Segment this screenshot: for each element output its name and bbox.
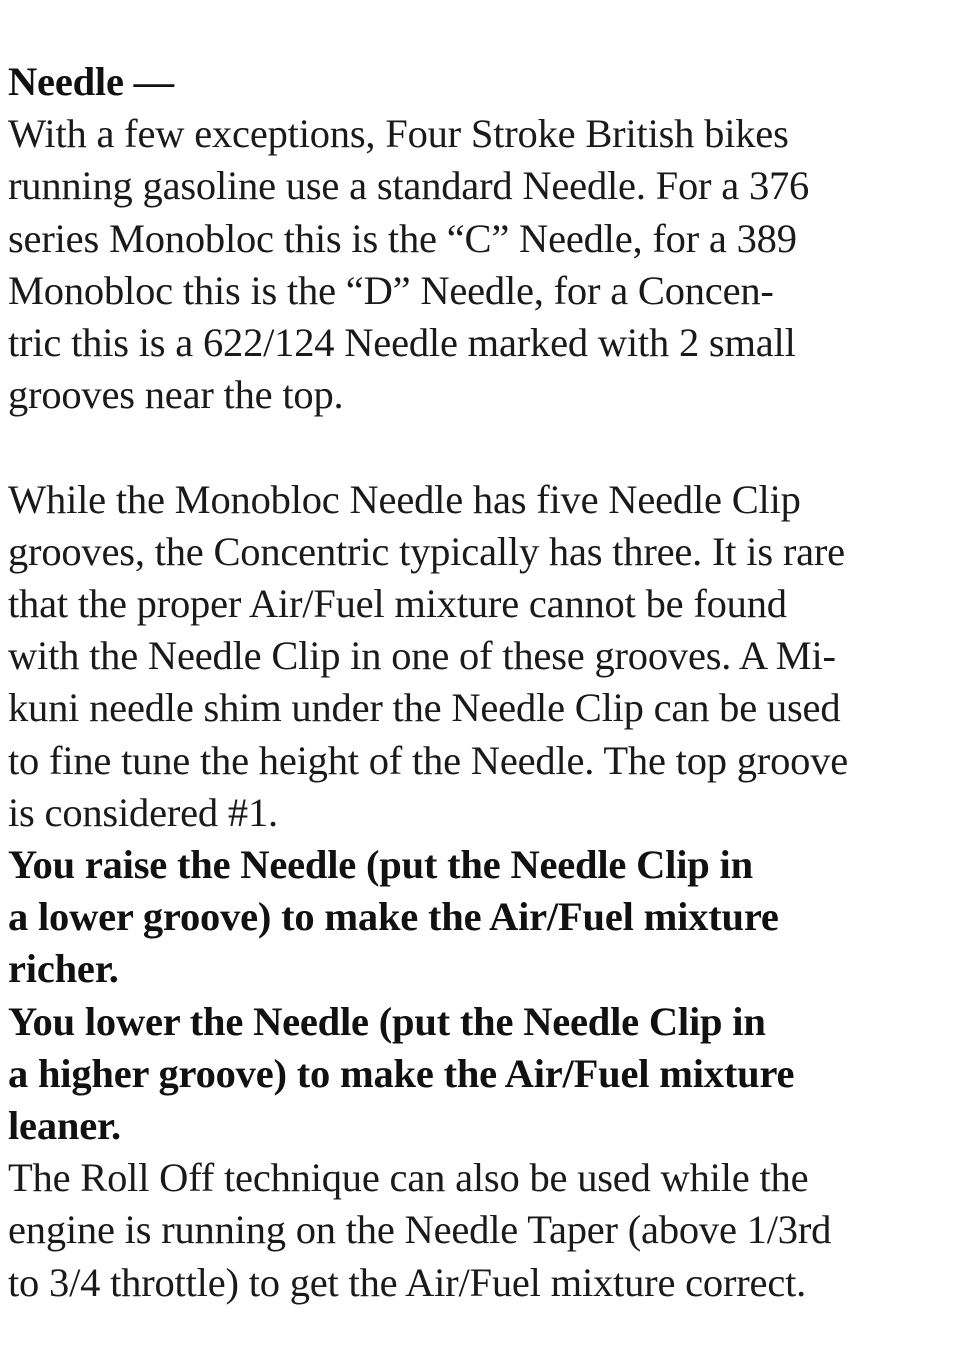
text-line: grooves, the Concentric typically has three. It is rare	[8, 528, 845, 574]
text-line: Monobloc this is the “D” Needle, for a Concen-	[8, 267, 774, 313]
text-line: engine is running on the Needle Taper (above 1/3rd	[8, 1207, 832, 1253]
paragraph-clip-grooves	[8, 474, 953, 839]
bold-text-line: a lower groove) to make the Air/Fuel mixture	[8, 894, 779, 940]
text-line: series Monobloc this is the “C” Needle, for a 389	[8, 215, 797, 261]
text-line: With a few exceptions, Four Stroke British bikes	[8, 111, 789, 157]
rule-raise-needle	[8, 839, 953, 996]
text-line: to 3/4 throttle) to get the Air/Fuel mixture correct.	[8, 1259, 807, 1305]
bold-text-line: You lower the Needle (put the Needle Clip in	[8, 998, 766, 1044]
bold-text-line: leaner.	[8, 1103, 121, 1149]
text-line: kuni needle shim under the Needle Clip can be used	[8, 685, 841, 731]
section-heading: Needle —	[8, 59, 174, 104]
paragraph-needle-types	[8, 108, 953, 421]
text-line: with the Needle Clip in one of these grooves. A Mi-	[8, 633, 836, 679]
paragraph-spacer	[8, 421, 953, 473]
paragraph-roll-off	[8, 1152, 953, 1309]
text-line: The Roll Off technique can also be used while the	[8, 1155, 809, 1201]
text-line: to fine tune the height of the Needle. The top groove	[8, 737, 849, 783]
text-line: running gasoline use a standard Needle. For a 376	[8, 163, 810, 209]
bold-text-line: a higher groove) to make the Air/Fuel mixture	[8, 1050, 795, 1096]
rule-lower-needle	[8, 996, 953, 1153]
text-line: While the Monobloc Needle has five Needle Clip	[8, 476, 801, 522]
bold-text-line: richer.	[8, 946, 119, 992]
text-line: grooves near the top.	[8, 372, 344, 418]
bold-text-line: You raise the Needle (put the Needle Clip in	[8, 842, 753, 888]
text-line: that the proper Air/Fuel mixture cannot be found	[8, 581, 787, 627]
text-line: tric this is a 622/124 Needle marked with 2 small	[8, 320, 796, 366]
text-line: is considered #1.	[8, 789, 278, 835]
document-page	[8, 56, 953, 1309]
